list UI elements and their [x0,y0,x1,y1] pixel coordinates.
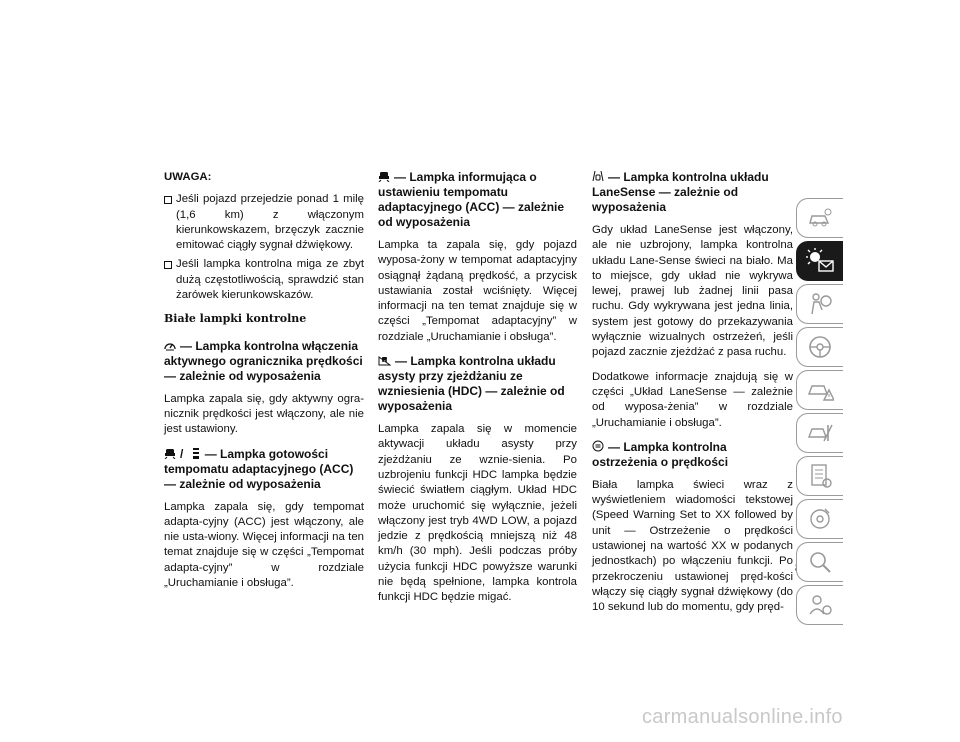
hdc-body: Lampka zapala się w momencie aktywacji układu asysty przy zjeżdżaniu ze wznie-sienia. Po uzbrojeniu funkcji HDC lampka będzie świecić światłem ciągłym. Układ HDC może uruchomić się wyłącznie, jeżeli włączony jest tryb 4WD LOW, a pojazd jedzie z prędkością mniejszą niż 48 km/h (30 mph). Jeśli podczas próby użycia funkcji HDC powyższe warunki nie będą spełnione, lampka kontrola funkcji HDC będzie migać. [378,423,577,604]
list-item: Jeśli pojazd przejedzie ponad 1 milę (1,6 km) z włączonym kierunkowskazem, brzęczyk zacznie emitować ciągły sygnał dźwiękowy. [164,192,364,253]
car-key-icon [807,207,833,229]
magnifier-icon [807,549,833,575]
tab-index[interactable] [796,542,843,582]
list-item: Jeśli lampka kontrolna miga ze zbyt dużą częstotliwością, sprawdzić stan żarówek kierunkowskazów. [164,257,364,303]
acc-set-body: Lampka ta zapala się, gdy pojazd wyposa-żony w tempomat adaptacyjny osiągnął żądaną prędkość, a przycisk ustawiania został wciśnięty. Więcej informacji na ten temat znajduje się w części „Tempomat adaptacyjny” w rozdziale „Uruchamianie i obsługa”. [378,239,577,343]
steering-wheel-icon [807,334,833,360]
hdc-heading: — Lampka kontrolna układu asysty przy zjeżdżaniu ze wzniesienia (HDC) — zależnie od wyposażenia [378,354,565,414]
speed-limiter-body: Lampka zapala się, gdy aktywny ogra-nicznik prędkości jest włączony, ale nie jest ustawiony. [164,392,364,436]
speed-warning-body: Biała lampka świeci wraz z wyświetleniem wiadomości tekstowej (Speed Warning Set to XX followed by unit — Ostrzeżenie o prędkości ustawionej na wartość XX w podanych jednostkach) po włączeniu funkcji. Po przekroczeniu ustawionej pręd-kości włączy się ciągły sygnał dźwiękowy (do 10 sekund lub do momentu, gdy pręd- [592,478,793,614]
section-title: Białe lampki kontrolne [164,312,307,326]
tab-starting[interactable] [796,327,843,367]
column-right [592,170,793,625]
speed-warning-heading: — Lampka kontrolna ostrzeżenia o prędkości [592,439,729,469]
acc-ready-body: Lampka zapala się, gdy tempomat adapta-cyjny (ACC) jest włączony, ale nie usta-wiony. Więcej informacji na ten temat znajduje się w części „Tempomat adapta-cyjny” w rozdziale „Uruchamianie i obsługa”. [164,500,364,590]
lanesense-icon [592,170,604,182]
tab-safety[interactable] [796,284,843,324]
tab-dashboard-lights[interactable] [796,241,843,281]
watermark: carmanualsonline.info [642,706,843,728]
acc-car-icon [164,448,176,459]
multimedia-icon [807,506,833,532]
bullet-box-icon [164,261,172,269]
chapter-tabs [796,198,844,628]
acc-speedometer-icon [191,448,201,459]
column-middle [378,170,577,615]
acc-ready-heading: / — Lampka gotowości tempomatu adaptacyjnego (ACC) — zależnie od wyposażenia [164,446,354,491]
lanesense-heading: — Lampka kontrolna układu LaneSense — zależnie od wyposażenia [592,170,769,214]
speed-warning-icon [592,440,604,452]
bullet-box-icon [164,196,172,204]
note-list [164,192,364,303]
speed-limiter-heading: — Lampka kontrolna włączenia aktywnego ogranicznika prędkości — zależnie od wyposażenia [164,338,363,383]
assistance-icon [807,592,833,618]
airbag-icon [807,292,833,316]
note-title: UWAGA: [164,171,212,183]
speed-limiter-icon [164,340,176,351]
lanesense-body-1: Gdy układ LaneSense jest włączony, ale nie uzbrojony, lampka kontrolna układu Lane-Sense świeci na biało. Ma to miejsce, gdy układ nie wykrywa lewej, prawej lub żadnej linii pasa ruchu. Gdy wykrywana jest jedna linia, system jest gotowy do przekazywania wyłącznie wizualnych ostrzeżeń, jeśli pojazd zacznie zjeżdżać z pasa ruchu. [592,224,793,359]
lanesense-body-2: Dodatkowe informacje znajdują się w części „Układ LaneSense — zależnie od wyposa-żenia” w rozdziale „Uruchamianie i obsługa”. [592,370,793,429]
tab-multimedia[interactable] [796,499,843,539]
acc-set-heading: — Lampka informująca o ustawieniu tempomatu adaptacyjnego (ACC) — zależnie od wyposażenia [378,170,565,229]
tab-servicing[interactable] [796,413,843,453]
tab-customer-assistance[interactable] [796,585,843,625]
warning-light-icon [805,248,835,274]
document-list-icon [807,463,833,489]
acc-set-icon [378,171,390,182]
tab-vehicle[interactable] [796,198,843,238]
car-warning-icon [806,378,834,402]
hill-descent-icon [378,354,391,366]
tab-specifications[interactable] [796,456,843,496]
column-left [164,170,364,600]
car-service-icon [806,421,834,445]
tab-emergency[interactable] [796,370,843,410]
